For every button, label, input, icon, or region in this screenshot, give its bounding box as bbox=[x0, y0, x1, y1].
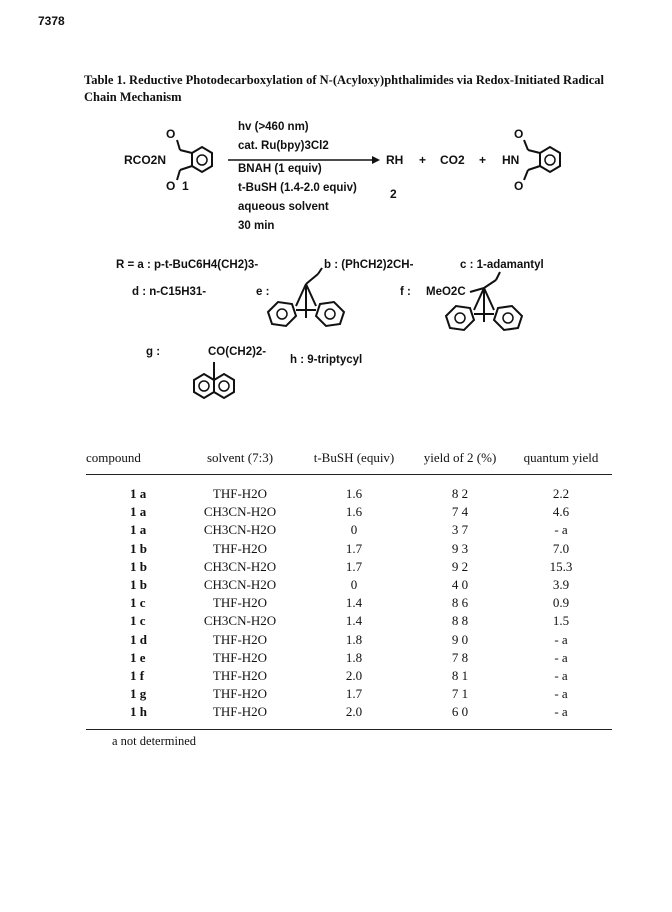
cell-yield: 4 0 bbox=[451, 577, 469, 593]
cell-solvent: THF-H2O bbox=[212, 649, 268, 665]
cell-compound: 1 c bbox=[130, 613, 146, 629]
reactant-oxygen-top: O bbox=[166, 127, 176, 141]
table-header-row bbox=[86, 444, 612, 475]
substituent-f: f : bbox=[400, 286, 411, 298]
cell-solvent: THF-H2O bbox=[212, 540, 268, 556]
cell-quantum-yield: - a bbox=[554, 686, 568, 702]
reaction-conditions bbox=[238, 118, 357, 236]
substituent-g-group: CO(CH2)2- bbox=[208, 346, 267, 358]
cell-quantum-yield: 2.2 bbox=[552, 486, 570, 502]
cell-solvent: THF-H2O bbox=[182, 703, 298, 730]
cell-solvent: THF-H2O bbox=[212, 486, 268, 502]
cell-yield: 9 2 bbox=[451, 558, 469, 574]
cell-compound: 1 a bbox=[130, 486, 147, 502]
table-row bbox=[86, 649, 612, 667]
plus-sign-2: + bbox=[479, 153, 487, 167]
cell-tbush: 1.8 bbox=[345, 631, 363, 647]
product-number: 2 bbox=[390, 187, 397, 201]
cell-yield: 8 1 bbox=[451, 667, 469, 683]
cell-compound: 1 b bbox=[130, 540, 147, 556]
cell-compound: 1 e bbox=[130, 649, 146, 665]
table-row bbox=[86, 521, 612, 539]
cell-compound: 1 d bbox=[130, 631, 147, 647]
cell-solvent: CH3CN-H2O bbox=[203, 522, 277, 538]
arrow-head bbox=[372, 156, 380, 164]
cell-tbush: 1.7 bbox=[345, 686, 363, 702]
condition-catalyst: cat. Ru(bpy)3Cl2 bbox=[238, 140, 329, 152]
substituent-a: R = a : p-t-BuC6H4(CH2)3- bbox=[116, 259, 259, 271]
cell-tbush: 2.0 bbox=[298, 703, 410, 730]
cell-compound: 1 c bbox=[130, 595, 146, 611]
cell-tbush: 1.6 bbox=[345, 486, 363, 502]
condition-time: 30 min bbox=[238, 220, 275, 232]
cell-quantum-yield: - a bbox=[554, 649, 568, 665]
table-row bbox=[86, 475, 612, 504]
cell-yield: 8 6 bbox=[451, 595, 469, 611]
cell-compound: 1 b bbox=[130, 577, 147, 593]
cell-yield: 6 0 bbox=[410, 703, 510, 730]
table-title: Table 1. Reductive Photodecarboxylation of N-(Acyloxy)phthalimides via Redox-Initiated Radical Chain Mechanism bbox=[84, 73, 605, 104]
header-yield: yield of 2 (%) bbox=[410, 444, 510, 475]
cell-yield: 7 8 bbox=[451, 649, 469, 665]
structure-g bbox=[194, 362, 234, 398]
table-row bbox=[86, 685, 612, 703]
cell-solvent: CH3CN-H2O bbox=[203, 613, 277, 629]
page-number: 7378 bbox=[38, 14, 65, 28]
phthalimide-product-structure bbox=[524, 140, 560, 180]
cell-quantum-yield: - a bbox=[554, 631, 568, 647]
footnote: a not determined bbox=[112, 734, 196, 748]
cell-compound: 1 g bbox=[130, 686, 147, 702]
table-row bbox=[86, 612, 612, 630]
cell-solvent: CH3CN-H2O bbox=[203, 558, 277, 574]
cell-compound: 1 h bbox=[86, 703, 182, 730]
substituent-h: h : 9-triptycyl bbox=[290, 354, 363, 366]
cell-yield: 9 3 bbox=[451, 540, 469, 556]
condition-solvent: aqueous solvent bbox=[238, 201, 329, 213]
cell-solvent: THF-H2O bbox=[212, 667, 268, 683]
cell-tbush: 1.4 bbox=[345, 613, 363, 629]
cell-tbush: 1.7 bbox=[345, 558, 363, 574]
cell-quantum-yield: 4.6 bbox=[552, 504, 570, 520]
cell-quantum-yield: 1.5 bbox=[552, 613, 570, 629]
hn-label: HN bbox=[502, 153, 520, 167]
cell-quantum-yield: 3.9 bbox=[552, 577, 570, 593]
cell-compound: 1 b bbox=[130, 558, 147, 574]
condition-bnah: BNAH (1 equiv) bbox=[238, 163, 322, 175]
header-solvent: solvent (7:3) bbox=[182, 444, 298, 475]
table-row bbox=[86, 576, 612, 594]
cell-tbush: 0 bbox=[350, 522, 358, 538]
product-oxygen-bottom: O bbox=[514, 179, 524, 193]
substituent-f-group: MeO2C bbox=[426, 286, 466, 298]
table-row bbox=[86, 631, 612, 649]
header-compound: compound bbox=[86, 444, 182, 475]
product-rh: RH bbox=[386, 153, 404, 167]
cell-quantum-yield: 0.9 bbox=[552, 595, 570, 611]
cell-solvent: THF-H2O bbox=[212, 631, 268, 647]
cell-quantum-yield: - a bbox=[554, 667, 568, 683]
condition-light: hv (>460 nm) bbox=[238, 121, 309, 133]
table-row bbox=[86, 503, 612, 521]
cell-quantum-yield: - a bbox=[554, 522, 568, 538]
cell-compound: 1 f bbox=[130, 667, 145, 683]
table-row bbox=[86, 667, 612, 685]
cell-solvent: CH3CN-H2O bbox=[203, 577, 277, 593]
cell-yield: 8 2 bbox=[451, 486, 469, 502]
header-quantum-yield: quantum yield bbox=[510, 444, 612, 475]
plus-sign-1: + bbox=[419, 153, 427, 167]
cell-tbush: 0 bbox=[350, 577, 358, 593]
reactant-label: RCO2N bbox=[124, 153, 167, 167]
table-row bbox=[86, 703, 612, 730]
condition-thiol: t-BuSH (1.4-2.0 equiv) bbox=[238, 182, 357, 194]
substituent-g: g : bbox=[146, 346, 161, 358]
cell-tbush: 1.7 bbox=[345, 540, 363, 556]
cell-tbush: 1.4 bbox=[345, 595, 363, 611]
reactant-oxygen-bottom: O bbox=[166, 179, 176, 193]
cell-compound: 1 a bbox=[130, 504, 147, 520]
cell-yield: 8 8 bbox=[451, 613, 469, 629]
structure-e bbox=[268, 268, 344, 326]
cell-solvent: THF-H2O bbox=[212, 595, 268, 611]
results-table bbox=[86, 444, 612, 730]
cell-solvent: CH3CN-H2O bbox=[203, 504, 277, 520]
cell-yield: 9 0 bbox=[451, 631, 469, 647]
product-oxygen-top: O bbox=[514, 127, 524, 141]
cell-solvent: THF-H2O bbox=[212, 686, 268, 702]
co2-product: CO2 bbox=[440, 153, 465, 167]
cell-yield: 7 1 bbox=[451, 686, 469, 702]
cell-yield: 7 4 bbox=[451, 504, 469, 520]
table-body bbox=[86, 475, 612, 730]
substituent-e: e : bbox=[256, 286, 270, 298]
reactant-number: 1 bbox=[182, 179, 189, 193]
structure-f bbox=[446, 272, 522, 330]
table-row bbox=[86, 540, 612, 558]
substituent-b: b : (PhCH2)2CH- bbox=[324, 259, 414, 271]
cell-quantum-yield: 7.0 bbox=[552, 540, 570, 556]
cell-quantum-yield: 15.3 bbox=[549, 558, 573, 574]
cell-compound: 1 a bbox=[130, 522, 147, 538]
cell-quantum-yield: - a bbox=[510, 703, 612, 730]
substituent-d: d : n-C15H31- bbox=[132, 286, 207, 298]
cell-yield: 3 7 bbox=[451, 522, 469, 538]
cell-tbush: 2.0 bbox=[345, 667, 363, 683]
substituent-c: c : 1-adamantyl bbox=[460, 259, 544, 271]
header-tbush: t-BuSH (equiv) bbox=[298, 444, 410, 475]
cell-tbush: 1.6 bbox=[345, 504, 363, 520]
reactant-structure bbox=[177, 140, 212, 180]
table-row bbox=[86, 558, 612, 576]
table-row bbox=[86, 594, 612, 612]
cell-tbush: 1.8 bbox=[345, 649, 363, 665]
